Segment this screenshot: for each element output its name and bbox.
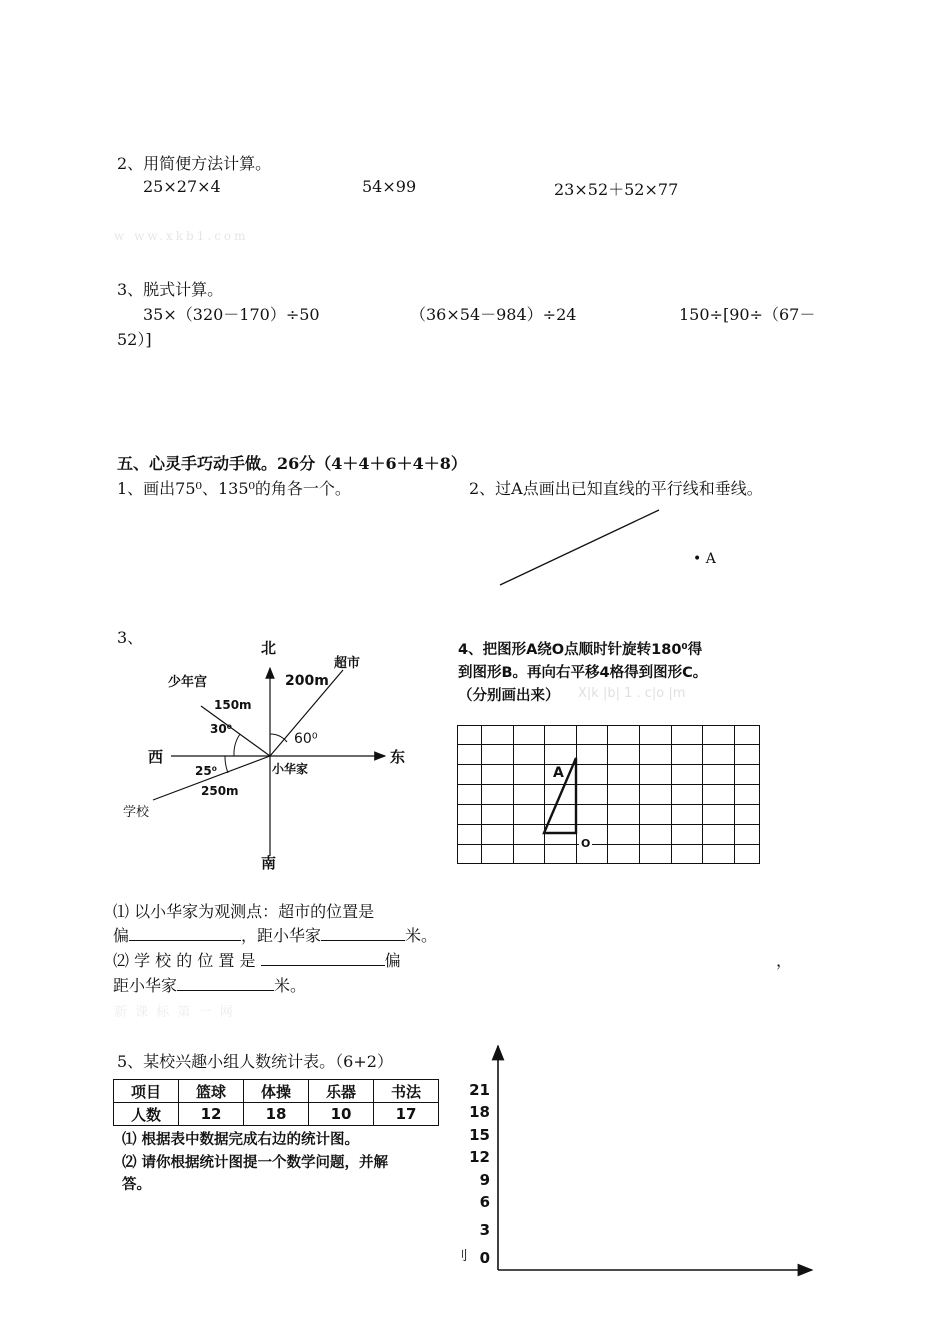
table-cell: 18: [244, 1103, 309, 1126]
angle-60: 60⁰: [294, 731, 318, 747]
row-label: 人数: [114, 1103, 179, 1126]
school-distance: 250m: [201, 784, 239, 798]
table-row: [114, 1103, 439, 1126]
y-tick-label: 3: [479, 1221, 490, 1239]
north-label: 北: [261, 639, 277, 657]
q5-note-2-wrap: 答。: [122, 1177, 151, 1193]
table-header: 体操: [244, 1080, 309, 1103]
s5-question-2: 2、过A点画出已知直线的平行线和垂线。: [469, 479, 763, 498]
school-label: 学校: [123, 805, 150, 820]
palace-label: 少年宫: [168, 675, 208, 690]
figure-a-label: A: [553, 765, 564, 781]
section5-title: 五、心灵手巧动手做。26分（4＋4＋6＋4＋8）: [117, 454, 467, 473]
y-tick-label: 9: [479, 1171, 490, 1189]
table-header: 项目: [114, 1080, 179, 1103]
q2-title: 2、用简便方法计算。: [117, 154, 272, 173]
y-tick-label: 21: [469, 1081, 490, 1099]
angle-25: 25⁰: [195, 764, 217, 778]
q2-item-3: 23×52＋52×77: [554, 180, 679, 199]
stray-glyph: 刂: [455, 1249, 469, 1264]
distance-text: 距小华家: [113, 976, 178, 995]
table-header: 乐器: [309, 1080, 374, 1103]
supermarket-distance: 200m: [285, 673, 329, 689]
watermark: 新 课 标 第 一 网: [114, 1005, 235, 1020]
q3-item-3-wrap: 52）]: [117, 330, 152, 349]
table-header: 篮球: [179, 1080, 244, 1103]
direction-question-2: [113, 948, 401, 971]
q2-item-1: 25×27×4: [143, 177, 221, 196]
school-question-text: ⑵ 学 校 的 位 置 是: [113, 951, 256, 970]
watermark: w ww.xkb1.com: [114, 229, 249, 243]
y-tick-label: 12: [469, 1148, 490, 1166]
distance-blank-2[interactable]: [177, 976, 274, 991]
supermarket-label: 超市: [334, 656, 361, 671]
q3-item-1: 35×（320－170）÷50: [143, 305, 320, 324]
q3-item-2: （36×54－984）÷24: [410, 305, 577, 324]
unit-text: 米。: [405, 926, 438, 945]
q4-line-2: 到图形B。再向右平移4格得到图形C。: [458, 665, 708, 681]
q4-line-3: （分别画出来）: [458, 688, 560, 704]
given-line: [495, 505, 665, 590]
table-header: 书法: [374, 1080, 439, 1103]
y-tick-label: 0: [479, 1249, 490, 1267]
statistics-chart: [462, 1038, 822, 1278]
q5-title: 5、某校兴趣小组人数统计表。（6+2）: [117, 1052, 393, 1071]
y-tick-label: 15: [469, 1126, 490, 1144]
stats-table: [113, 1079, 439, 1126]
point-a: • A: [693, 551, 716, 567]
q2-item-2: 54×99: [362, 177, 417, 196]
distance-text: ，距小华家: [241, 926, 322, 945]
west-label: 西: [148, 748, 164, 766]
south-label: 南: [261, 854, 277, 872]
school-direction-blank[interactable]: [261, 951, 385, 966]
east-label: 东: [390, 748, 406, 766]
angle-30: 30⁰: [210, 722, 232, 736]
s5-question-1: 1、画出75⁰、135⁰的角各一个。: [117, 479, 351, 498]
direction-question-1: ⑴ 以小华家为观测点：超市的位置是: [113, 902, 375, 921]
q3-title: 3、脱式计算。: [117, 280, 224, 299]
table-cell: 12: [179, 1103, 244, 1126]
direction-blank-1[interactable]: [129, 926, 241, 941]
point-o-label: O: [581, 837, 591, 850]
q5-note-1: ⑴ 根据表中数据完成右边的统计图。: [122, 1132, 360, 1148]
q3-direction-number: 3、: [117, 628, 144, 647]
direction-answer-line-1: [113, 923, 437, 946]
direction-answer-line-2: [113, 973, 306, 996]
direction-text: 偏: [384, 951, 401, 970]
stray-comma: ，: [776, 951, 793, 970]
table-header-row: [114, 1080, 439, 1103]
y-tick-label: 18: [469, 1103, 490, 1121]
y-tick-label: 6: [479, 1193, 490, 1211]
direction-text: 偏: [113, 926, 130, 945]
q4-watermark: X|k |b| 1 . c|o |m: [578, 686, 686, 701]
unit-text: 米。: [274, 976, 307, 995]
home-label: 小华家: [272, 762, 309, 776]
q3-item-3: 150÷[90÷（67－: [679, 305, 816, 324]
table-cell: 10: [309, 1103, 374, 1126]
table-cell: 17: [374, 1103, 439, 1126]
palace-distance: 150m: [214, 698, 252, 712]
q4-line-1: 4、把图形A绕O点顺时针旋转180⁰得: [458, 642, 703, 658]
rotation-grid: [456, 724, 762, 866]
distance-blank-1[interactable]: [321, 926, 405, 941]
q5-note-2: ⑵ 请你根据统计图提一个数学问题，并解: [122, 1155, 389, 1171]
